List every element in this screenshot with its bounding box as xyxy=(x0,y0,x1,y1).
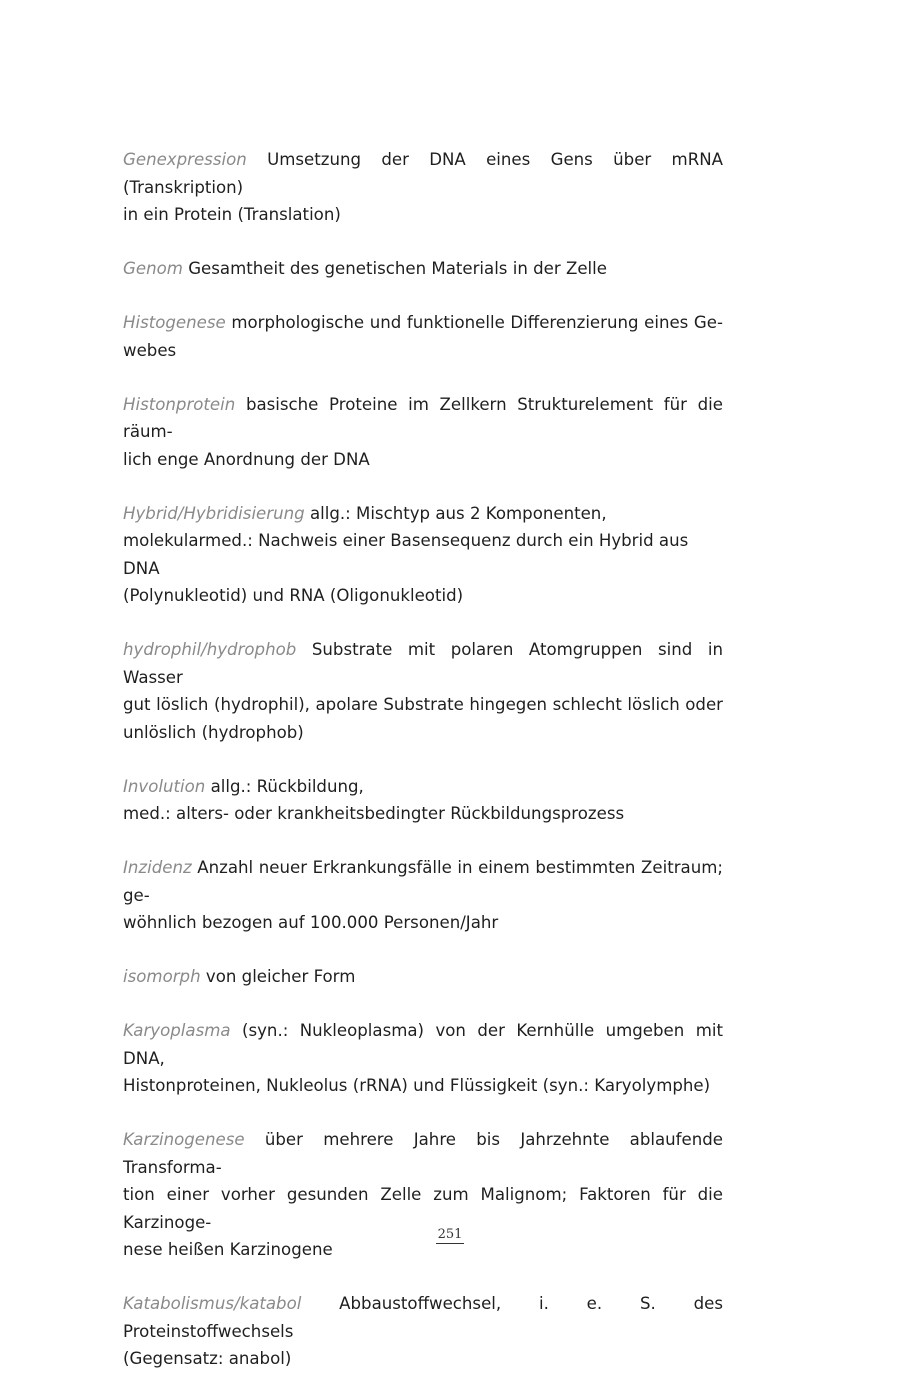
glossary-definition: von gleicher Form xyxy=(205,967,356,986)
glossary-term: Hybrid/Hybridisierung xyxy=(123,503,305,523)
glossary-entry xyxy=(123,309,723,364)
glossary-entry xyxy=(123,1290,723,1373)
glossary-definition: med.: alters- oder krankheitsbedingter Rückbildungsprozess xyxy=(123,804,625,823)
glossary-definition: lich enge Anordnung der DNA xyxy=(123,449,370,469)
glossary-definition: Substrate mit polaren Atomgruppen sind in Wasser xyxy=(123,640,723,687)
glossary-term: Karyoplasma xyxy=(123,1021,231,1040)
glossary-definition: Gesamtheit des genetischen Materials in der Zelle xyxy=(188,259,607,278)
glossary-entry xyxy=(123,146,723,229)
glossary-definition: wöhnlich bezogen auf 100.000 Personen/Jahr xyxy=(123,913,499,932)
glossary-entry xyxy=(123,773,723,828)
glossary-term: Involution xyxy=(123,776,206,796)
glossary-entry xyxy=(123,636,723,746)
glossary-entry xyxy=(123,854,723,937)
glossary-term: Genom xyxy=(123,259,183,278)
glossary-entry xyxy=(123,1126,723,1264)
glossary-entry xyxy=(123,963,723,991)
glossary-entry xyxy=(123,255,723,283)
glossary-definition: in ein Protein (Translation) xyxy=(123,205,341,224)
glossary-entry xyxy=(123,391,723,474)
page-number xyxy=(0,1227,900,1242)
glossary-definition: Anzahl neuer Erkrankungsfälle in einem bestimmten Zeitraum; ge- xyxy=(123,858,723,905)
glossary-definition: unlöslich (hydrophob) xyxy=(123,722,304,742)
glossary-term: Inzidenz xyxy=(123,858,192,877)
glossary-definition: gut löslich (hydrophil), apolare Substrate hingegen schlecht löslich oder xyxy=(123,695,723,714)
glossary-entry xyxy=(123,1017,723,1100)
glossary-definition: Umsetzung der DNA eines Gens über mRNA (Transkription) xyxy=(123,150,723,197)
glossary-definition: (syn.: Nukleoplasma) von der Kernhülle umgeben mit DNA, xyxy=(123,1021,723,1068)
glossary-entry xyxy=(123,500,723,610)
glossary-definition: allg.: Rückbildung, xyxy=(210,776,364,796)
glossary-term: Karzinogenese xyxy=(123,1130,245,1149)
glossary-definition: morphologische und funktionelle Differenzierung eines Ge- xyxy=(231,313,723,332)
glossary-term: isomorph xyxy=(123,967,201,986)
glossary-definition: molekularmed.: Nachweis einer Basensequenz durch ein Hybrid aus DNA xyxy=(123,531,689,578)
glossary-definition: allg.: Mischtyp aus 2 Komponenten, xyxy=(309,503,607,523)
glossary-term: hydrophil/hydrophob xyxy=(123,640,297,659)
glossary-list xyxy=(123,146,723,1399)
glossary-definition: (Polynukleotid) und RNA (Oligonukleotid) xyxy=(123,586,464,605)
glossary-definition: Abbaustoffwechsel, i. e. S. des Proteinstoffwechsels xyxy=(123,1294,723,1341)
glossary-term: Histonprotein xyxy=(123,394,236,414)
glossary-term: Histogenese xyxy=(123,313,226,332)
page-number-value: 251 xyxy=(437,1227,463,1242)
glossary-definition: über mehrere Jahre bis Jahrzehnte ablaufende Transforma- xyxy=(123,1130,723,1177)
glossary-definition: (Gegensatz: anabol) xyxy=(123,1349,292,1368)
glossary-definition: webes xyxy=(123,340,177,360)
glossary-definition: basische Proteine im Zellkern Strukturelement für die räum- xyxy=(123,394,724,441)
glossary-term: Katabolismus/katabol xyxy=(123,1294,302,1313)
glossary-definition: nese heißen Karzinogene xyxy=(123,1240,333,1259)
glossary-definition: tion einer vorher gesunden Zelle zum Malignom; Faktoren für die Karzinoge- xyxy=(123,1185,723,1232)
glossary-term: Genexpression xyxy=(123,150,247,169)
glossary-definition: Histonproteinen, Nukleolus (rRNA) und Flüssigkeit (syn.: Karyolymphe) xyxy=(123,1076,711,1095)
